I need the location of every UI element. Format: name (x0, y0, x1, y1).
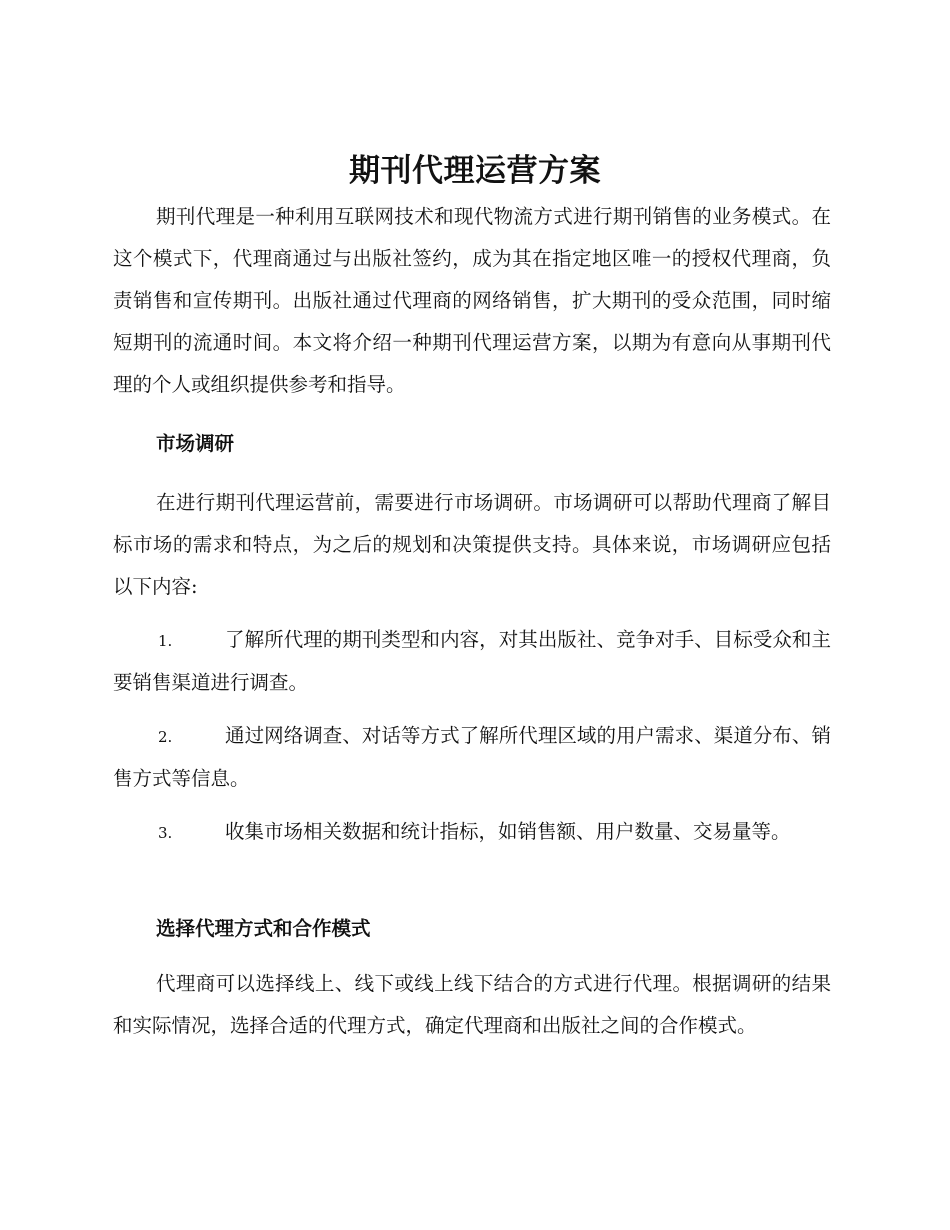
list-item-text: 收集市场相关数据和统计指标，如销售额、用户数量、交易量等。 (225, 820, 791, 843)
list-item-number: 2. (158, 728, 173, 746)
agency-mode-paragraph: 代理商可以选择线上、线下或线上线下结合的方式进行代理。根据调研的结果和实际情况，选择合适的代理方式，确定代理商和出版社之间的合作模式。 (113, 972, 831, 1037)
list-item-number: 3. (158, 824, 173, 842)
intro-paragraph: 期刊代理是一种利用互联网技术和现代物流方式进行期刊销售的业务模式。在这个模式下，代理商通过与出版社签约，成为其在指定地区唯一的授权代理商，负责销售和宣传期刊。出版社通过代理商的网络销售，扩大期刊的受众范围，同时缩短期刊的流通时间。本文将介绍一种期刊代理运营方案，以期为有意向从事期刊代理的个人或组织提供参考和指导。 (113, 205, 831, 396)
list-item (113, 811, 831, 854)
list-item (113, 715, 831, 800)
section-heading-agency-mode: 选择代理方式和合作模式 (156, 917, 371, 940)
list-item (113, 619, 831, 704)
market-research-paragraph: 在进行期刊代理运营前，需要进行市场调研。市场调研可以帮助代理商了解目标市场的需求和特点，为之后的规划和决策提供支持。具体来说，市场调研应包括以下内容: (113, 491, 831, 598)
section-heading-market-research: 市场调研 (156, 432, 235, 455)
list-item-text: 了解所代理的期刊类型和内容，对其出版社、竞争对手、目标受众和主要销售渠道进行调查。 (113, 628, 831, 694)
document-title: 期刊代理运营方案 (349, 153, 601, 189)
list-item-number: 1. (158, 632, 173, 650)
list-item-text: 通过网络调查、对话等方式了解所代理区域的用户需求、渠道分布、销售方式等信息。 (113, 724, 831, 790)
